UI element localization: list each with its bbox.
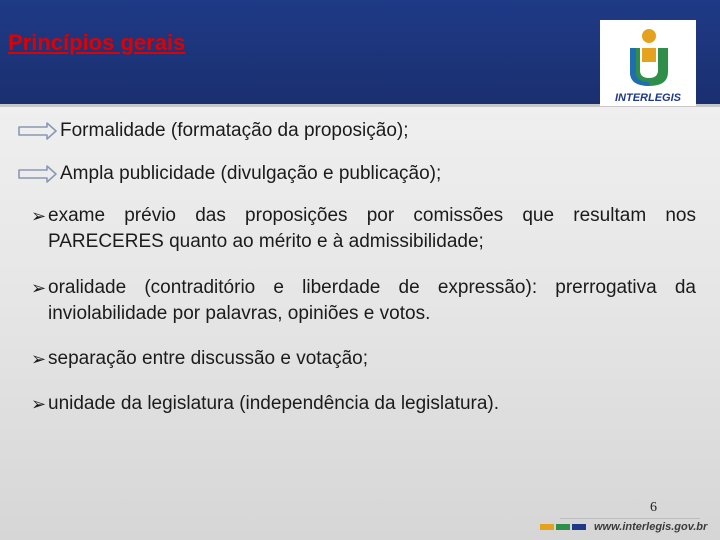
double-arrow-right-icon — [18, 164, 58, 184]
logo-wordmark: INTERLEGIS — [614, 92, 682, 104]
bullet-text: unidade da legislatura (independência da legislatura). — [48, 393, 500, 414]
double-arrow-right-icon — [18, 121, 58, 141]
arrowhead-bullet-icon: ➢ — [31, 349, 47, 370]
arrow-item-publicidade — [18, 159, 441, 189]
arrowhead-bullet-icon: ➢ — [31, 206, 47, 227]
bullet-item-separacao — [32, 346, 696, 372]
bullet-item-oralidade — [32, 275, 696, 327]
bullet-item-unidade — [32, 391, 696, 417]
footer-divider — [560, 518, 700, 519]
footer-url: www.interlegis.gov.br — [594, 521, 708, 533]
arrow-item-formalidade — [18, 116, 409, 146]
arrowhead-bullet-icon: ➢ — [31, 278, 47, 299]
footer-stripes-icon — [540, 522, 590, 532]
arrowhead-bullet-icon: ➢ — [31, 394, 47, 415]
bullet-item-exame — [32, 203, 696, 255]
page-number: 6 — [650, 500, 657, 515]
arrow-item-text: Formalidade (formatação da proposição); — [60, 120, 409, 141]
bullet-text: separação entre discussão e votação; — [48, 348, 369, 369]
slide-title: Princípios gerais — [8, 30, 186, 55]
bullet-text: oralidade (contraditório e liberdade de expressão): prerrogativa da inviolabilidade por palavras, opiniões e votos. — [48, 277, 696, 324]
bullet-text: exame prévio das proposições por comissões que resultam nos PARECERES quanto ao mérito e à admissibilidade; — [48, 205, 696, 252]
arrow-item-text: Ampla publicidade (divulgação e publicação); — [60, 163, 442, 184]
interlegis-logo-icon — [600, 20, 696, 106]
interlegis-logo — [600, 20, 696, 106]
